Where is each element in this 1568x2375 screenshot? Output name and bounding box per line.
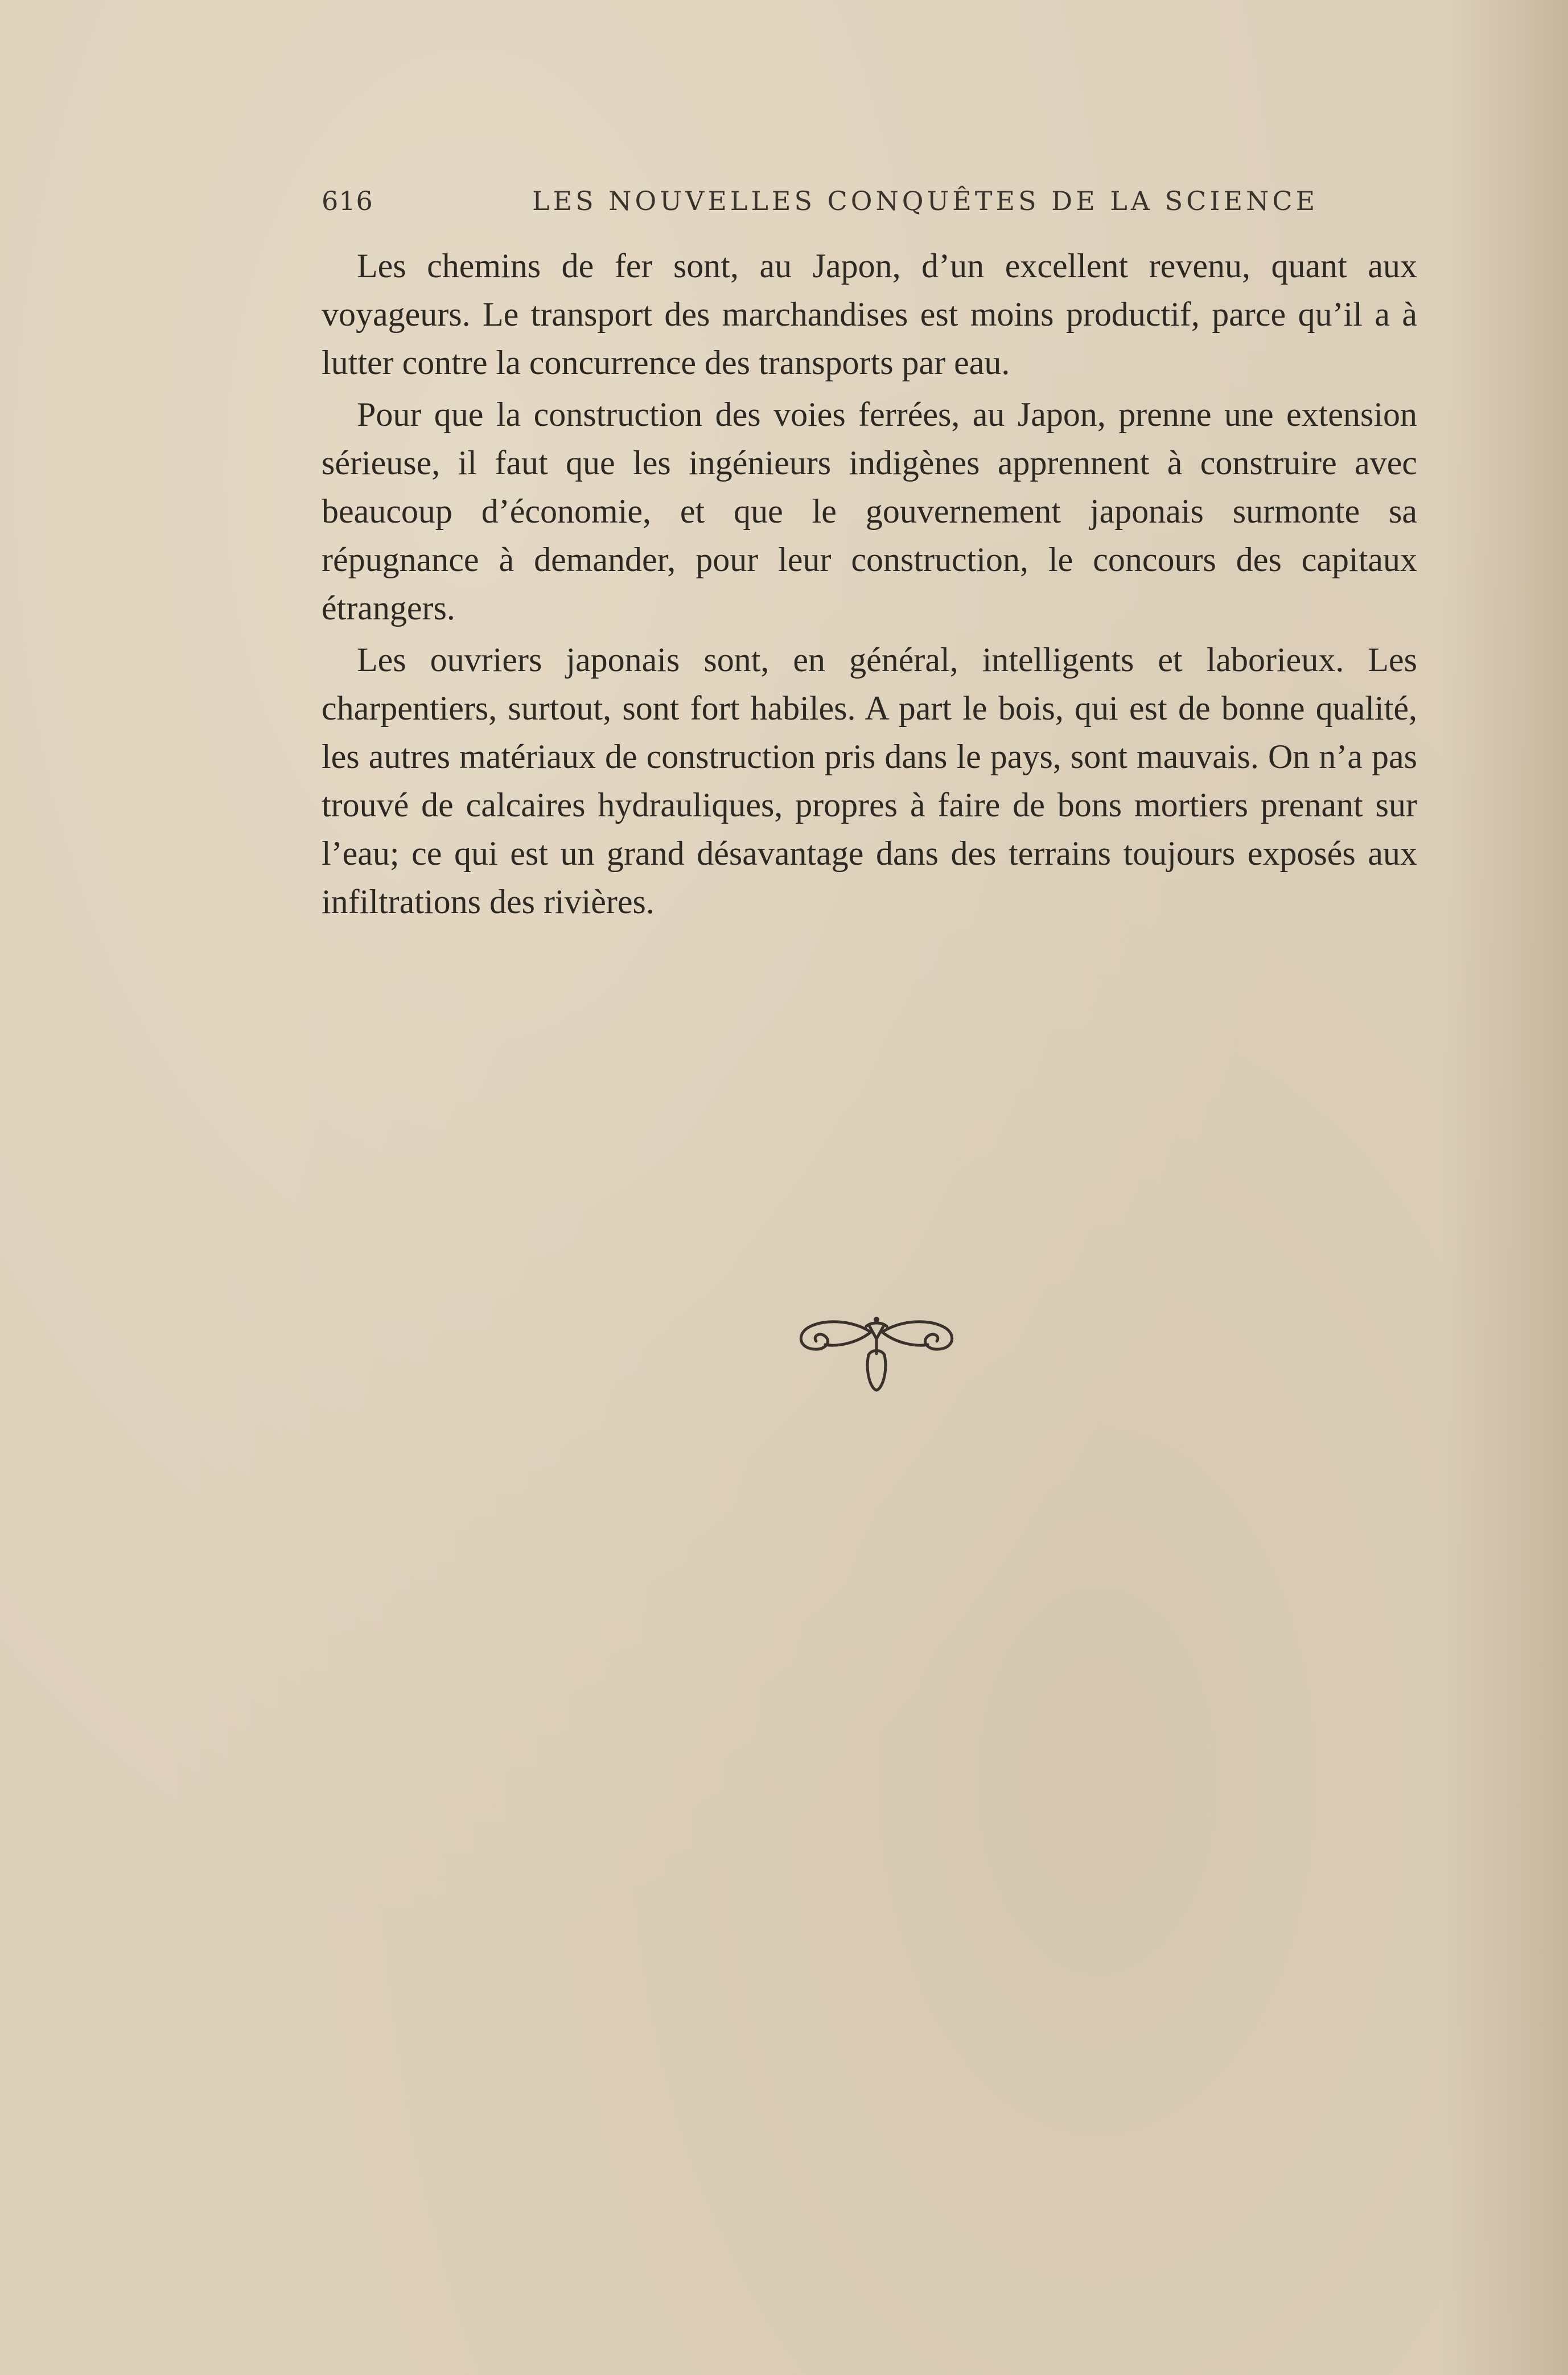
paragraph: Les ouvriers japonais sont, en général, intelligents et laborieux. Les charpentiers, surtout, sont fort habiles. A part le bois, qui est de bonne qualité, les autres matériaux de construction pris dans le pays, sont mauvais. On n’a pas trouvé de calcaires hydrauliques, propres à faire de bons mortiers prenant sur l’eau; ce qui est un grand désavantage dans des terrains toujours exposés aux infiltrations des rivières. xyxy=(322,641,1417,921)
body-text xyxy=(322,242,1417,930)
paragraph: Pour que la construction des voies ferrées, au Japon, prenne une extension sérieuse, il faut que les ingénieurs indigènes apprennent à construire avec beaucoup d’économie, et que le gouvernement japonais surmonte sa répugnance à demander, pour leur construction, le concours des capitaux étrangers. xyxy=(322,396,1417,627)
running-head xyxy=(322,181,1423,227)
page-number: 616 xyxy=(322,186,373,216)
paragraph: Les chemins de fer sont, au Japon, d’un excellent revenu, quant aux voyageurs. Le transport des marchandises est moins productif, parce qu’il a à lutter contre la concurrence des transports par eau. xyxy=(322,247,1417,381)
running-title: LES NOUVELLES CONQUÊTES DE LA SCIENCE xyxy=(532,186,1319,216)
fleuron-ornament-icon xyxy=(791,1309,962,1406)
